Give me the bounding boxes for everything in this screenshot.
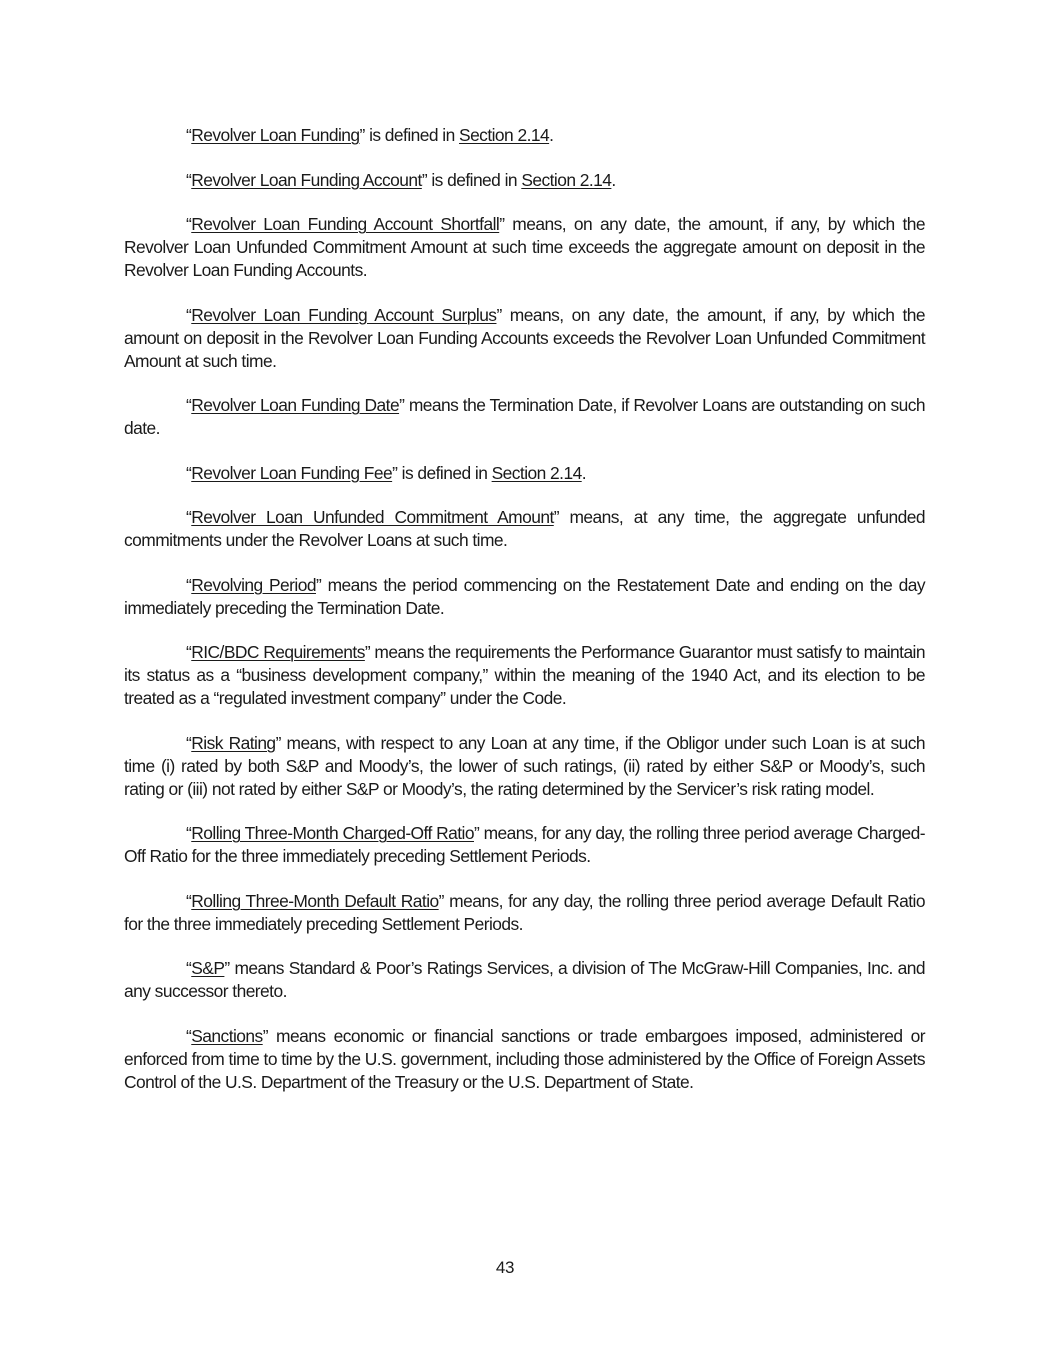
definition-rolling-three-month-default-ratio — [124, 890, 925, 936]
close-quote: ” — [474, 823, 480, 843]
definition-risk-rating — [124, 732, 925, 801]
definition-tail: . — [611, 169, 616, 190]
definition-revolver-loan-unfunded-commitment-amount — [124, 506, 925, 552]
definition-tail: . — [581, 462, 586, 483]
definition-text: means, on any date, the amount, if any, by which the Revolver Loan Unfunded Commitment Amount at such time exceeds the aggregate amount on deposit in the Revolver Loan Funding Accounts. — [124, 214, 925, 280]
definition-text: is defined in — [397, 462, 492, 483]
open-quote: “ — [186, 169, 192, 190]
definition-ric-bdc-requirements — [124, 641, 925, 710]
close-quote: ” — [421, 169, 428, 190]
close-quote: ” — [364, 642, 371, 662]
definition-revolver-loan-funding — [124, 124, 925, 147]
defined-term: Revolver Loan Funding Fee — [191, 462, 393, 483]
close-quote: ” — [392, 462, 398, 483]
defined-term: Revolver Loan Funding Account Shortfall — [191, 214, 500, 234]
defined-term: Revolver Loan Funding — [191, 125, 360, 145]
defined-term: Revolver Loan Funding Date — [191, 395, 400, 415]
open-quote: “ — [186, 642, 192, 662]
defined-term: Revolving Period — [191, 574, 316, 595]
definition-text: means, for any day, the rolling three period average Default Ratio for the three immediately preceding Settlement Periods. — [124, 890, 925, 934]
open-quote: “ — [186, 125, 192, 145]
defined-term: Revolver Loan Unfunded Commitment Amount — [191, 507, 554, 527]
defined-term: Risk Rating — [191, 732, 276, 753]
close-quote: ” — [553, 507, 559, 527]
definition-revolver-loan-funding-account — [124, 169, 925, 192]
open-quote: “ — [186, 890, 192, 911]
definition-text: means the period commencing on the Restatement Date and ending on the day immediately preceding the Termination Date. — [124, 574, 926, 618]
open-quote: “ — [186, 1025, 192, 1046]
section-reference: Section 2.14 — [459, 125, 550, 145]
open-quote: “ — [186, 574, 192, 595]
open-quote: “ — [186, 507, 192, 527]
definition-text: is defined in — [364, 125, 460, 145]
definition-tail: . — [549, 125, 554, 145]
close-quote: ” — [275, 732, 281, 753]
close-quote: ” — [399, 395, 405, 415]
defined-term: Revolver Loan Funding Account — [191, 169, 422, 190]
close-quote: ” — [359, 125, 365, 145]
section-reference: Section 2.14 — [521, 169, 612, 190]
close-quote: ” — [224, 958, 230, 978]
definition-text: means, with respect to any Loan at any time, if the Obligor under such Loan is at such time (i) rated by both S&P and Moody’s, the lower of such ratings, (ii) rated by either S&P or Moody’s, such rating or (iii) not rated by either S&P or Moody’s, the rating determined by the Servicer’s risk rating model. — [124, 732, 925, 799]
definition-revolver-loan-funding-account-surplus — [124, 304, 925, 373]
definition-text: means, at any time, the aggregate unfunded commitments under the Revolver Loans at such time. — [124, 507, 926, 550]
definition-revolver-loan-funding-account-shortfall — [124, 213, 925, 282]
open-quote: “ — [186, 395, 192, 415]
close-quote: ” — [315, 574, 322, 595]
defined-term: S&P — [191, 958, 225, 978]
open-quote: “ — [186, 462, 192, 483]
definition-text: means Standard & Poor’s Ratings Services, a division of The McGraw-Hill Companies, Inc. and any successor thereto. — [124, 958, 925, 1001]
defined-term: Rolling Three-Month Default Ratio — [191, 890, 439, 911]
close-quote: ” — [438, 890, 444, 911]
close-quote: ” — [499, 214, 505, 234]
open-quote: “ — [186, 214, 192, 234]
definition-sanctions — [124, 1025, 925, 1094]
definition-revolver-loan-funding-fee — [124, 462, 925, 485]
definition-text: is defined in — [427, 169, 522, 190]
open-quote: “ — [186, 823, 192, 843]
definition-rolling-three-month-charged-off-ratio — [124, 822, 925, 868]
section-reference: Section 2.14 — [491, 462, 582, 483]
definition-text: means, on any date, the amount, if any, by which the amount on deposit in the Revolver Loan Funding Accounts exceeds the Revolver Loan Unfunded Commitment Amount at such time. — [124, 304, 925, 371]
defined-term: Revolver Loan Funding Account Surplus — [191, 304, 497, 325]
close-quote: ” — [262, 1025, 268, 1046]
definition-text: means the Termination Date, if Revolver Loans are outstanding on such date. — [124, 395, 925, 438]
open-quote: “ — [186, 958, 192, 978]
definition-revolver-loan-funding-date — [124, 394, 925, 440]
definition-revolving-period — [124, 574, 925, 620]
definition-s-and-p — [124, 957, 925, 1003]
open-quote: “ — [186, 304, 192, 325]
open-quote: “ — [186, 732, 192, 753]
definition-text: means the requirements the Performance Guarantor must satisfy to maintain its status as a “business development company,” within the meaning of the 1940 Act, and its election to be treated as a “regulated investment company” under the Code. — [124, 642, 925, 708]
definition-text: means economic or financial sanctions or trade embargoes imposed, administered or enforced from time to time by the U.S. government, including those administered by the Office of Foreign Assets Control of the U.S. Department of the Treasury or the U.S. Department of State. — [124, 1025, 925, 1092]
defined-term: Rolling Three-Month Charged-Off Ratio — [191, 823, 474, 843]
page-number: 43 — [495, 1258, 515, 1277]
close-quote: ” — [496, 304, 502, 325]
defined-term: RIC/BDC Requirements — [191, 642, 365, 662]
definition-text: means, for any day, the rolling three period average Charged-Off Ratio for the three immediately preceding Settlement Periods. — [124, 823, 926, 866]
defined-term: Sanctions — [191, 1025, 263, 1046]
document-page — [124, 124, 925, 1115]
